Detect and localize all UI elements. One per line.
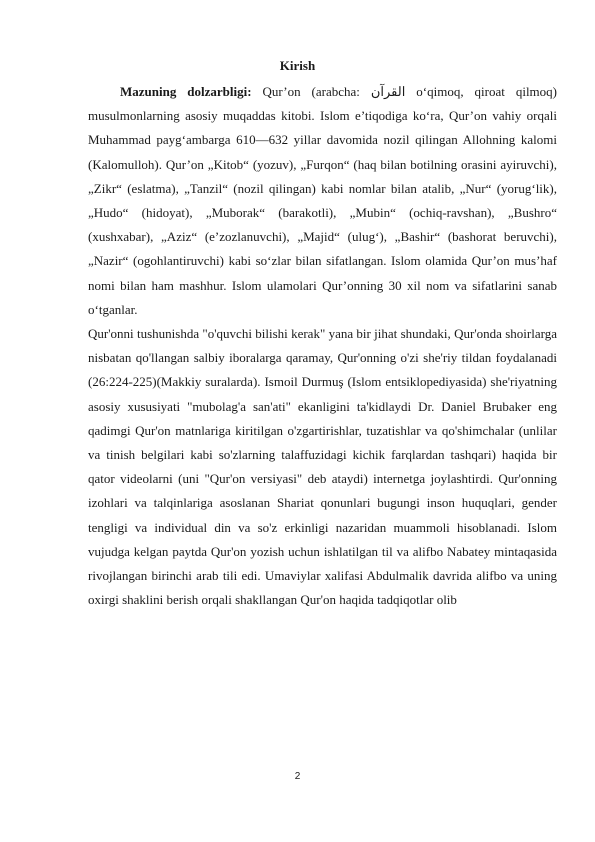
paragraph-relevance bbox=[88, 80, 557, 322]
page-number: 2 bbox=[294, 771, 301, 782]
section-heading: Kirish bbox=[279, 58, 316, 73]
paragraph-relevance-text: Qur’on (arabcha: القرآن o‘qimoq, qiroat qilmoq) musulmonlarning asosiy muqaddas kitobi. Islom e’tiqodiga ko‘ra, Qur’on vahiy orqali Muhammad payg‘ambarga 610—632 yillar davomida nozil qilingan Allohning kalomi (Kalomulloh). Qur’on „Kitob“ (yozuv), „Furqon“ (haq bilan botilning orasini ayiruvchi), „Zikr“ (eslatma), „Tanzil“ (nozil qilingan) kabi nomlar bilan atalib, „Nur“ (yorug‘lik), „Hudo“ (hidoyat), „Muborak“ (barakotli), „Mubin“ (ochiq-ravshan), „Bushro“ (xushxabar), „Aziz“ (e’zozlanuvchi), „Majid“ (ulug‘), „Bashir“ (bashorat beruvchi), „Nazir“ (ogohlantiruvchi) kabi so‘zlar bilan sifatlangan. Islom olamida Qur’on mus’haf nomi bilan ham mashhur. Islom ulamolari Qur’onning 30 xil nom va sifatlarini sanab o‘tganlar. bbox=[88, 84, 557, 317]
paragraph-quran-understanding: Qur'onni tushunishda "o'quvchi bilishi kerak" yana bir jihat shundaki, Qur'onda shoirlarga nisbatan qo'llangan salbiy iboralarga qaramay, Qur'onning o'zi she'riy tildan foydalanadi (26:224-225)(Makkiy suralarda). Ismoil Durmuş (Islom entsiklopediyasida) she'riyatning asosiy xususiyati "mubolag'a san'ati" ekanligini ta'kidlaydi Dr. Daniel Brubaker eng qadimgi Qur'on matnlariga kiritilgan o'zgartirishlar, tuzatishlar va qo'shimchalar (unlilar va tinish belgilari kabi so'zlarning talaffuzidagi kichik farqlardan tashqari) haqida bir qator videolarni (uni "Qur'on versiyasi" deb ataydi) internetga joylashtirdi. Qur'onning izohlari va talqinlariga asoslanan Shariat qonunlari bugungi inson huquqlari, gender tengligi va individual din va so'z erkinligi nazaridan muammoli hisoblanadi. Islom vujudga kelgan paytda Qur'on yozish uchun ishlatilgan til va alifbo Nabatey mintaqasida rivojlangan birinchi arab tili edi. Umaviylar xalifasi Abdulmalik davrida alifbo va uning oxirgi shaklini berish orqali shakllangan Qur'on haqida tadqiqotlar olib bbox=[88, 326, 557, 608]
paragraph-lead: Mazuning dolzarbligi: bbox=[120, 84, 252, 99]
body-text bbox=[88, 80, 557, 612]
